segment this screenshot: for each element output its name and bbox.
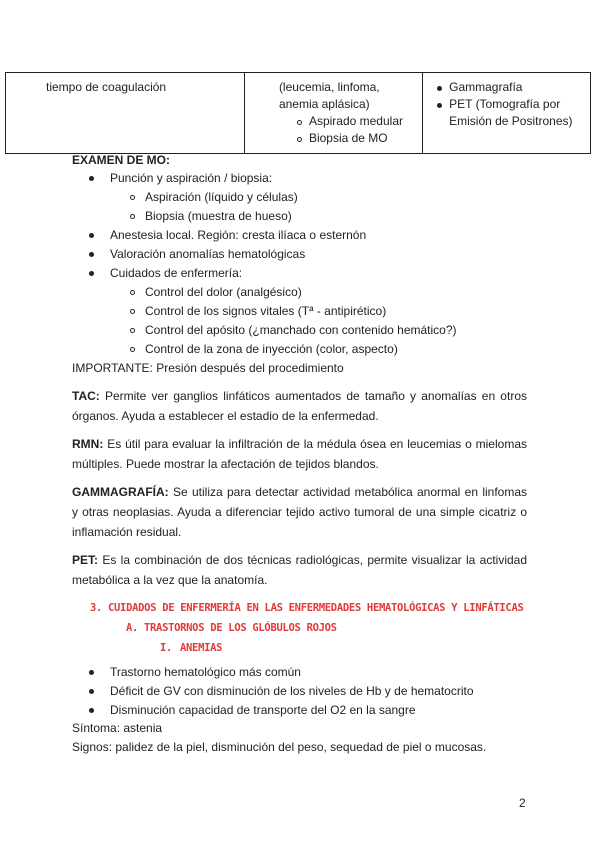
list-item: Biopsia de MO (295, 130, 416, 147)
list-item: Valoración anomalías hematológicas (110, 247, 306, 261)
list-item: Disminución capacidad de transporte del O2 en la sangre (110, 703, 416, 717)
bullet-icon (89, 708, 94, 713)
list-item: Aspiración (líquido y células) (145, 190, 298, 204)
list-item: Control del dolor (analgésico) (145, 285, 302, 299)
list-item: Anestesia local. Región: cresta ilíaca o esternón (110, 228, 367, 242)
bullet-icon (89, 271, 94, 276)
rmn-paragraph: RMN: Es útil para evaluar la infiltración de la médula ósea en leucemias o mielomas múltiples. Puede mostrar la afectación de tejidos blandos. (72, 437, 527, 471)
list-item: Trastorno hematológico más común (110, 665, 301, 679)
list-item: Control del apósito (¿manchado con contenido hemático?) (145, 323, 457, 337)
bullet-icon (130, 347, 135, 352)
section-number: 3. (90, 602, 103, 614)
bullet-icon (130, 328, 135, 333)
important-note: IMPORTANTE: Presión después del procedimiento (72, 361, 344, 375)
subsection-number: A. (126, 622, 139, 634)
bullet-icon (130, 195, 135, 200)
list-item: Gammagrafía (435, 79, 584, 96)
pet-paragraph: PET: Es la combinación de dos técnicas radiológicas, permite visualizar la actividad metabólica a la vez que la anatomía. (72, 553, 528, 587)
bullet-icon (89, 670, 94, 675)
table-cell (6, 73, 245, 154)
bullet-icon (89, 689, 94, 694)
section-title: CUIDADOS DE ENFERMERÍA EN LAS ENFERMEDADES HEMATOLÓGICAS Y LINFÁTICAS (108, 602, 524, 614)
list-item: Biopsia (muestra de hueso) (145, 209, 292, 223)
cell-text: (leucemia, linfoma, anemia aplásica) (278, 80, 380, 111)
list-item: PET (Tomografía por Emisión de Positrones) (435, 96, 584, 130)
bullet-icon (130, 290, 135, 295)
exam-heading: EXAMEN DE MO: (72, 153, 171, 167)
continued-table (5, 72, 591, 154)
bullet-icon (89, 176, 94, 181)
cell-text: tiempo de coagulación (46, 80, 167, 94)
list (251, 113, 416, 147)
list-item: Déficit de GV con disminución de los niveles de Hb y de hematocrito (110, 684, 474, 698)
list-item: Punción y aspiración / biopsia: (110, 171, 273, 185)
bullet-icon (130, 309, 135, 314)
subsection-title: TRASTORNOS DE LOS GLÓBULOS ROJOS (144, 622, 337, 634)
subsubsection-number: I. (160, 642, 173, 654)
signs-line: Signos: palidez de la piel, disminución del peso, sequedad de piel o mucosas. (72, 740, 487, 754)
bullet-icon (130, 214, 135, 219)
tac-paragraph: TAC: Permite ver ganglios linfáticos aumentados de tamaño y anomalías en otros órganos. Ayuda a establecer el estadio de la enfermedad. (72, 389, 527, 423)
list-item: Control de los signos vitales (Tª - antipirético) (145, 304, 387, 318)
list-item: Cuidados de enfermería: (110, 266, 243, 280)
table-cell (423, 73, 591, 154)
list-item: Control de la zona de inyección (color, aspecto) (145, 342, 398, 356)
subsubsection-title: ANEMIAS (180, 642, 223, 654)
page-number: 2 (519, 796, 526, 810)
table-row (6, 73, 591, 154)
gammagrafia-paragraph: GAMMAGRAFÍA: Se utiliza para detectar actividad metabólica anormal en linfomas y otras neoplasias. Ayuda a diferenciar tejido activo tumoral de una simple cicatriz o inflamación residual. (72, 485, 528, 539)
list (429, 79, 584, 130)
list-item: Aspirado medular (295, 113, 416, 130)
table-cell (244, 73, 422, 154)
bullet-icon (89, 233, 94, 238)
bullet-icon (89, 252, 94, 257)
symptom-line: Síntoma: astenia (72, 721, 163, 735)
